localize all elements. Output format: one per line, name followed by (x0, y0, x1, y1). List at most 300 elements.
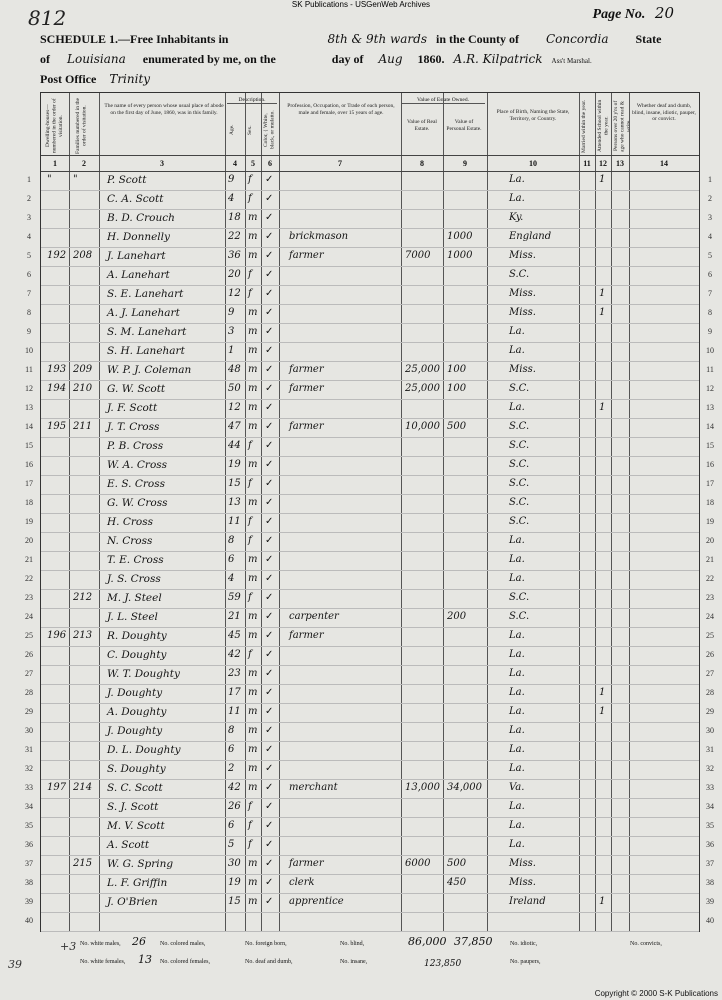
person-name: A. J. Lanehart (107, 307, 180, 319)
line-number: 32 (25, 764, 33, 773)
column-number: 6 (268, 159, 272, 168)
header-school: Attended School within the year. (597, 99, 610, 153)
color-mark: ✓ (265, 402, 274, 413)
line-number: 6 (27, 270, 31, 279)
age: 59 (228, 592, 241, 603)
line-number: 10 (25, 346, 33, 355)
month: Aug (378, 52, 403, 66)
white-males-value: 26 (132, 935, 146, 948)
row-rule (41, 874, 699, 875)
schedule-title: SCHEDULE 1.—Free Inhabitants in (40, 32, 229, 46)
person-name: J. F. Scott (107, 402, 158, 414)
line-number: 21 (706, 555, 714, 564)
line-number: 4 (27, 232, 31, 241)
line-number: 15 (25, 441, 33, 450)
marshal-name: A.R. Kilpatrick (453, 52, 543, 66)
real-estate-total: 86,000 (408, 935, 447, 948)
color-mark: ✓ (265, 459, 274, 470)
family-number: 209 (73, 364, 93, 375)
color-mark: ✓ (265, 326, 274, 337)
person-name: S. H. Lanehart (107, 345, 185, 357)
person-name: D. L. Doughty (107, 744, 181, 756)
birthplace: Ireland (509, 896, 546, 907)
grand-total: 123,850 (424, 959, 462, 969)
person-name: S. M. Lanehart (107, 326, 187, 338)
line-number: 14 (706, 422, 714, 431)
age: 11 (228, 516, 241, 527)
row-rule (41, 703, 699, 704)
birthplace: England (509, 231, 552, 242)
sex: f (248, 174, 252, 185)
occupation: farmer (289, 250, 324, 261)
person-name: J. T. Cross (107, 421, 160, 433)
line-number: 36 (25, 840, 33, 849)
sex: f (248, 440, 252, 451)
color-mark: ✓ (265, 744, 274, 755)
header-dwelling: Dwelling-houses—numbered in the order of visitation. (45, 98, 64, 154)
color-mark: ✓ (265, 345, 274, 356)
line-number: 26 (25, 650, 33, 659)
row-rule (41, 798, 699, 799)
birthplace: S.C. (509, 421, 530, 432)
sex: m (248, 364, 258, 375)
real-estate-value: 7000 (405, 250, 431, 261)
enumerated-text: enumerated by me, on the (142, 52, 276, 66)
age: 17 (228, 687, 241, 698)
age: 21 (228, 611, 241, 622)
birthplace: La. (509, 326, 525, 337)
line-number: 25 (25, 631, 33, 640)
school-mark: 1 (599, 706, 606, 717)
sex: m (248, 763, 258, 774)
color-mark: ✓ (265, 535, 274, 546)
row-rule (41, 513, 699, 514)
row-rule (41, 722, 699, 723)
age: 12 (228, 288, 241, 299)
row-rule (41, 304, 699, 305)
person-name: J. Lanehart (107, 250, 166, 262)
dwelling-number: 193 (47, 364, 67, 375)
person-name: A. Doughty (107, 706, 167, 718)
copyright: Copyright © 2000 S-K Publications (594, 989, 718, 998)
line-number: 5 (708, 251, 712, 260)
line-number: 22 (706, 574, 714, 583)
age: 2 (228, 763, 235, 774)
line-number: 4 (708, 232, 712, 241)
age: 20 (228, 269, 241, 280)
page-number-label: Page No. (592, 7, 646, 22)
white-females-label: No. white females, (80, 959, 126, 965)
line-number: 37 (706, 859, 714, 868)
paupers-label: No. paupers, (510, 959, 541, 965)
sex: f (248, 288, 252, 299)
line-number: 18 (706, 498, 714, 507)
sex: m (248, 497, 258, 508)
line-number: 17 (25, 479, 33, 488)
film-number: 812 (28, 6, 67, 30)
color-mark: ✓ (265, 839, 274, 850)
age: 9 (228, 307, 235, 318)
birthplace: La. (509, 535, 525, 546)
birthplace: La. (509, 801, 525, 812)
line-number: 33 (25, 783, 33, 792)
dwelling-number: 196 (47, 630, 67, 641)
age: 44 (228, 440, 241, 451)
header-separator (41, 171, 699, 172)
person-name: C. A. Scott (107, 193, 164, 205)
age: 22 (228, 231, 241, 242)
personal-estate-value: 450 (447, 877, 467, 888)
occupation: carpenter (289, 611, 339, 622)
wards: 8th & 9th wards (327, 32, 427, 46)
color-mark: ✓ (265, 573, 274, 584)
age: 11 (228, 706, 241, 717)
birthplace: S.C. (509, 592, 530, 603)
real-estate-value: 25,000 (405, 383, 440, 394)
row-rule (41, 437, 699, 438)
row-rule (41, 817, 699, 818)
line-number: 31 (25, 745, 33, 754)
line-number: 12 (706, 384, 714, 393)
person-name: W. P. J. Coleman (107, 364, 192, 376)
page-number-value: 20 (654, 4, 674, 22)
row-rule (41, 418, 699, 419)
row-rule (41, 741, 699, 742)
birthplace: S.C. (509, 383, 530, 394)
sex: m (248, 858, 258, 869)
line-number: 8 (27, 308, 31, 317)
column-number: 4 (233, 159, 237, 168)
line-number: 14 (25, 422, 33, 431)
color-mark: ✓ (265, 763, 274, 774)
line-number: 21 (25, 555, 33, 564)
sex: m (248, 877, 258, 888)
state-text: State (635, 32, 662, 46)
birthplace: S.C. (509, 459, 530, 470)
color-mark: ✓ (265, 421, 274, 432)
occupation: apprentice (289, 896, 344, 907)
row-rule (41, 209, 699, 210)
real-estate-value: 6000 (405, 858, 431, 869)
birthplace: S.C. (509, 478, 530, 489)
county-name: Concordia (546, 32, 609, 46)
birthplace: La. (509, 706, 525, 717)
header-color: Color, { White, black, or mulatto. (263, 110, 276, 150)
line-number: 25 (706, 631, 714, 640)
sex: f (248, 478, 252, 489)
color-mark: ✓ (265, 516, 274, 527)
birthplace: Miss. (509, 877, 536, 888)
birthplace: La. (509, 554, 525, 565)
personal-estate-value: 200 (447, 611, 467, 622)
white-males-label: No. white males, (80, 941, 121, 947)
schedule-header-line2 (40, 52, 592, 67)
sex: m (248, 782, 258, 793)
convicts-label: No. convicts, (630, 941, 662, 947)
column-number: 8 (420, 159, 424, 168)
occupation: clerk (289, 877, 315, 888)
birthplace: La. (509, 649, 525, 660)
row-rule (41, 779, 699, 780)
colored-males-label: No. colored males, (160, 941, 206, 947)
age: 15 (228, 896, 241, 907)
row-rule (41, 893, 699, 894)
post-office-label: Post Office (40, 72, 97, 86)
sex: m (248, 307, 258, 318)
line-number: 8 (708, 308, 712, 317)
person-name: G. W. Cross (107, 497, 168, 509)
line-number: 33 (706, 783, 714, 792)
birthplace: La. (509, 687, 525, 698)
header-age: Age. (229, 124, 235, 136)
line-number: 17 (706, 479, 714, 488)
line-number: 23 (25, 593, 33, 602)
sex: f (248, 820, 252, 831)
row-rule (41, 190, 699, 191)
age: 12 (228, 402, 241, 413)
row-rule (41, 855, 699, 856)
deaf-dumb-label: No. deaf and dumb, (245, 959, 293, 965)
family-number: 212 (73, 592, 93, 603)
person-name: H. Donnelly (107, 231, 170, 243)
color-mark: ✓ (265, 231, 274, 242)
color-mark: ✓ (265, 706, 274, 717)
birthplace: La. (509, 820, 525, 831)
color-mark: ✓ (265, 877, 274, 888)
column-rule (225, 93, 226, 931)
school-mark: 1 (599, 687, 606, 698)
line-number: 26 (706, 650, 714, 659)
color-mark: ✓ (265, 269, 274, 280)
birthplace: Miss. (509, 858, 536, 869)
line-number: 11 (25, 365, 33, 374)
school-mark: 1 (599, 174, 606, 185)
header-name: The name of every person whose usual place of abode on the first day of June, 1860, was in this family. (104, 103, 224, 116)
line-number: 29 (706, 707, 714, 716)
age: 50 (228, 383, 241, 394)
family-number: " (73, 174, 78, 185)
color-mark: ✓ (265, 725, 274, 736)
line-number: 27 (25, 669, 33, 678)
line-number: 3 (708, 213, 712, 222)
line-number: 16 (706, 460, 714, 469)
row-rule (41, 760, 699, 761)
age: 9 (228, 174, 235, 185)
line-number: 35 (706, 821, 714, 830)
sex: m (248, 573, 258, 584)
color-mark: ✓ (265, 478, 274, 489)
page-number (593, 4, 674, 23)
header-occupation: Profession, Occupation, or Trade of each person, male and female, over 15 years of age. (287, 103, 395, 116)
sex: f (248, 193, 252, 204)
row-rule (41, 285, 699, 286)
sex: m (248, 630, 258, 641)
post-office-name: Trinity (109, 72, 151, 86)
person-name: H. Cross (107, 516, 153, 528)
line-number: 9 (708, 327, 712, 336)
line-number: 40 (706, 916, 714, 925)
color-mark: ✓ (265, 858, 274, 869)
line-number: 15 (706, 441, 714, 450)
personal-estate-total: 37,850 (454, 935, 493, 948)
line-number: 9 (27, 327, 31, 336)
color-mark: ✓ (265, 668, 274, 679)
row-rule (41, 380, 699, 381)
line-number: 39 (706, 897, 714, 906)
color-mark: ✓ (265, 611, 274, 622)
line-number: 7 (27, 289, 31, 298)
header-illiterate: Persons over 20 y'rs of age who cannot read & write. (613, 100, 632, 152)
age: 19 (228, 877, 241, 888)
birthplace: La. (509, 630, 525, 641)
person-name: A. Scott (107, 839, 150, 851)
color-mark: ✓ (265, 364, 274, 375)
age: 42 (228, 649, 241, 660)
age: 18 (228, 212, 241, 223)
colored-females-label: No. colored females, (160, 959, 210, 965)
person-name: W. A. Cross (107, 459, 168, 471)
line-number: 38 (706, 878, 714, 887)
sex: m (248, 421, 258, 432)
personal-estate-value: 1000 (447, 250, 473, 261)
birthplace: Miss. (509, 288, 536, 299)
row-rule (41, 608, 699, 609)
row-rule (41, 570, 699, 571)
row-rule (41, 475, 699, 476)
color-mark: ✓ (265, 212, 274, 223)
occupation: farmer (289, 383, 324, 394)
sex: m (248, 326, 258, 337)
family-number: 214 (73, 782, 93, 793)
line-number: 6 (708, 270, 712, 279)
person-name: P. Scott (107, 174, 147, 186)
sex: m (248, 668, 258, 679)
color-mark: ✓ (265, 193, 274, 204)
column-number: 3 (160, 159, 164, 168)
age: 13 (228, 497, 241, 508)
occupation: farmer (289, 421, 324, 432)
birthplace: S.C. (509, 440, 530, 451)
occupation: brickmason (289, 231, 349, 242)
birthplace: La. (509, 573, 525, 584)
header-disability: Whether deaf and dumb, blind, insane, idiotic, pauper, or convict. (632, 103, 696, 122)
line-number: 16 (25, 460, 33, 469)
age: 26 (228, 801, 241, 812)
family-number: 211 (73, 421, 93, 432)
birthplace: Miss. (509, 250, 536, 261)
line-number: 30 (25, 726, 33, 735)
birthplace: La. (509, 193, 525, 204)
occupation: farmer (289, 364, 324, 375)
sex: f (248, 269, 252, 280)
header-personal-estate: Value of Personal Estate. (446, 119, 482, 132)
row-rule (41, 494, 699, 495)
real-estate-value: 10,000 (405, 421, 440, 432)
sex: f (248, 516, 252, 527)
birthplace: La. (509, 744, 525, 755)
line-number: 31 (706, 745, 714, 754)
person-name: C. Doughty (107, 649, 167, 661)
line-number: 2 (708, 194, 712, 203)
family-number: 215 (73, 858, 93, 869)
sex: m (248, 345, 258, 356)
column-rule (579, 93, 580, 931)
post-office-line (40, 72, 160, 87)
personal-estate-value: 100 (447, 364, 467, 375)
dwelling-number: 192 (47, 250, 67, 261)
sex: m (248, 611, 258, 622)
personal-estate-value: 500 (447, 858, 467, 869)
line-number: 39 (25, 897, 33, 906)
row-rule (41, 266, 699, 267)
personal-estate-value: 100 (447, 383, 467, 394)
foreign-born-label: No. foreign born, (245, 941, 287, 947)
birthplace: S.C. (509, 611, 530, 622)
person-name: S. J. Scott (107, 801, 159, 813)
column-number: 11 (583, 159, 591, 168)
real-estate-value: 25,000 (405, 364, 440, 375)
color-mark: ✓ (265, 801, 274, 812)
census-table (40, 92, 700, 932)
age: 3 (228, 326, 235, 337)
margin-note: +3 (60, 940, 77, 953)
sex: m (248, 231, 258, 242)
person-name: W. T. Doughty (107, 668, 180, 680)
line-number: 28 (25, 688, 33, 697)
row-rule (41, 665, 699, 666)
person-name: L. F. Griffin (107, 877, 168, 889)
sex: m (248, 744, 258, 755)
of-text: of (40, 52, 50, 66)
birthplace: Va. (509, 782, 525, 793)
family-number: 210 (73, 383, 93, 394)
age: 15 (228, 478, 241, 489)
line-number: 19 (25, 517, 33, 526)
column-number: 5 (251, 159, 255, 168)
color-mark: ✓ (265, 440, 274, 451)
sex: m (248, 212, 258, 223)
column-rule (69, 93, 70, 931)
birthplace: Miss. (509, 364, 536, 375)
line-number: 30 (706, 726, 714, 735)
column-rule (99, 93, 100, 931)
sex: m (248, 250, 258, 261)
person-name: R. Doughty (107, 630, 167, 642)
column-number: 14 (660, 159, 668, 168)
line-number: 27 (706, 669, 714, 678)
row-rule (41, 589, 699, 590)
color-mark: ✓ (265, 174, 274, 185)
row-rule (41, 247, 699, 248)
occupation: farmer (289, 630, 324, 641)
color-mark: ✓ (265, 820, 274, 831)
person-name: A. Lanehart (107, 269, 170, 281)
margin-corner-number: 39 (8, 958, 22, 971)
row-rule (41, 931, 699, 932)
row-rule (41, 532, 699, 533)
header-family: Families numbered in the order of visitation. (75, 97, 88, 155)
line-number: 32 (706, 764, 714, 773)
color-mark: ✓ (265, 497, 274, 508)
line-number: 22 (25, 574, 33, 583)
row-rule (41, 551, 699, 552)
line-number: 24 (25, 612, 33, 621)
line-number: 37 (25, 859, 33, 868)
person-name: M. V. Scott (107, 820, 165, 832)
line-number: 29 (25, 707, 33, 716)
line-number: 12 (25, 384, 33, 393)
line-number: 20 (25, 536, 33, 545)
